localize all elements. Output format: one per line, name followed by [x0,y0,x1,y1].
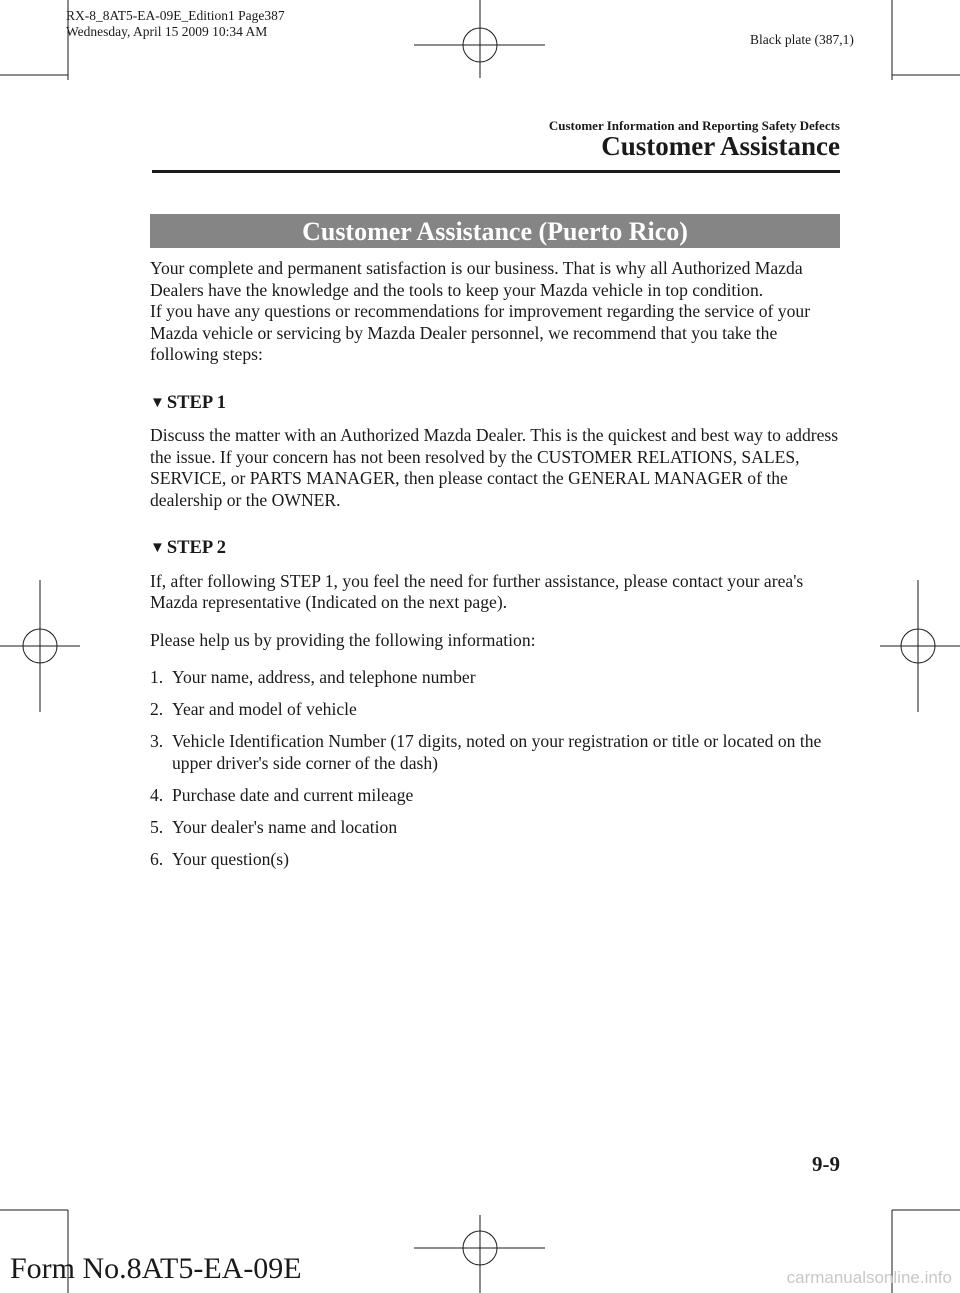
list-number: 5. [150,816,164,837]
list-text: Vehicle Identification Number (17 digits, noted on your registration or title or located on the upper driver's side corner of the dash) [172,731,822,773]
print-info [66,8,285,40]
page-title: Customer Assistance (Puerto Rico) [150,214,840,248]
triangle-down-icon: ▼ [150,540,165,556]
list-number: 2. [150,699,164,719]
list-text: Year and model of vehicle [172,699,357,719]
list-number: 4. [150,784,164,805]
section-header: Customer Information and Reporting Safety Defects [548,118,840,133]
watermark: carmanualsonline.info [786,1268,952,1287]
list-text: Your name, address, and telephone number [172,667,476,687]
list-number: 1. [150,667,164,687]
list-item [150,699,842,721]
header-rule [152,170,840,173]
step-1-label: STEP 1 [166,392,226,413]
list-number: 6. [150,848,164,869]
step-1-heading [150,393,842,416]
triangle-down-icon: ▼ [150,394,165,411]
list-item [150,785,842,807]
list-number: 3. [150,731,164,751]
list-item [150,731,842,774]
help-text: Please help us by providing the following information: [150,629,536,650]
form-number: Form No.8AT5-EA-09E [10,1252,302,1285]
intro-paragraph-1: Your complete and permanent satisfaction is our business. That is why all Authorized Mazda Dealers have the knowledge and the tools to keep your Mazda vehicle in top condition. [150,258,803,300]
chapter-header: Customer Assistance [601,131,840,161]
list-text: Your question(s) [172,848,289,869]
list-item [150,667,842,689]
intro-paragraph-2: If you have any questions or recommendations for improvement regarding the service of your Mazda vehicle or servicing by Mazda Dealer personnel, we recommend that you take the following steps: [150,301,811,364]
list-text: Purchase date and current mileage [172,784,414,805]
plate-label: Black plate (387,1) [750,32,854,47]
main-content [150,258,842,881]
step-1-body: Discuss the matter with an Authorized Mazda Dealer. This is the quickest and best way to address the issue. If your concern has not been resolved by the CUSTOMER RELATIONS, SALES, SERVICE, or PARTS MANAGER, then please contact the GENERAL MANAGER of the dealership or the OWNER. [150,425,839,510]
step-2-body: If, after following STEP 1, you feel the need for further assistance, please contact your area's Mazda representative (Indicated on the next page). [150,570,804,612]
page-number: 9-9 [812,1152,840,1176]
print-date-line: Wednesday, April 15 2009 10:34 AM [66,24,268,39]
step-2-heading [150,538,842,561]
list-item [150,849,842,871]
list-item [150,817,842,839]
info-list [150,667,842,870]
step-2-label: STEP 2 [166,538,226,558]
list-text: Your dealer's name and location [172,816,398,837]
print-file-line: RX-8_8AT5-EA-09E_Edition1 Page387 [66,8,285,23]
